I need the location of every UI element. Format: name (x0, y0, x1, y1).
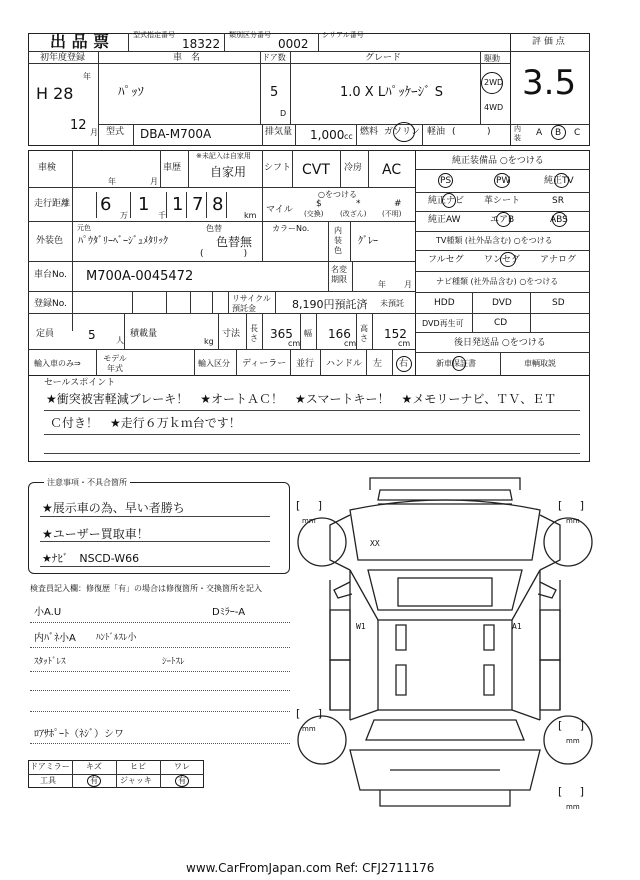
tools-r4: 有 (178, 776, 186, 785)
grade: 1.0 X Lﾊﾟｯｹｰｼﾞ S (340, 85, 443, 100)
tire-spare-mm: mm (566, 803, 580, 811)
diagram-a1: A1 (512, 622, 522, 631)
height: 152 (384, 327, 407, 341)
title: 出 品 票 (50, 32, 110, 51)
nav-dvdplay: DVD再生可 (422, 319, 464, 328)
tools-h4: ワレ (174, 762, 190, 771)
insp-row2b: ﾊﾝﾄﾞﾙｽﾚ小 (96, 633, 137, 643)
mileage-d1: 6 (100, 194, 112, 215)
color-label: 外装色 (36, 236, 64, 246)
mileage-d3: 1 (172, 194, 184, 215)
ruibetsu-label: 類別区分番号 (229, 31, 271, 39)
model: DBA-M700A (140, 127, 212, 141)
shaken-tsuki: 月 (150, 177, 158, 186)
tv-fullseg: フルセグ (428, 255, 464, 265)
color-orig-label: 元色 (77, 224, 91, 232)
len-label: 長さ (250, 324, 258, 343)
interior-b: B (555, 128, 562, 138)
year-suffix: 年 (83, 72, 91, 81)
tools-h3: ヒビ (130, 762, 146, 771)
equip-aw: 純正AW (428, 215, 461, 225)
later-warranty: 新車保証書 (436, 359, 476, 368)
door-label: ドア数 (262, 53, 286, 62)
color-paren: ( ) (200, 249, 248, 259)
kata-no: 18322 (182, 37, 221, 51)
shaken-label: 車検 (38, 163, 57, 173)
color: ﾊﾟｳﾀﾞﾘｰﾍﾞｰｼﾞｭﾒﾀﾘｯｸ (78, 236, 168, 247)
sales-line1: ★衝突被害軽減ブレーキ！ ★オートＡＣ！ ★スマートキー！ ★メモリーナビ、ＴＶ、ＥＴ (46, 392, 557, 406)
mileage-label: 走行距離 (34, 199, 71, 209)
color-change: 色替無 (216, 235, 253, 249)
notes-line3: ★ﾅﾋﾞ NSCD-W66 (42, 552, 140, 565)
tools-r1: 工具 (40, 776, 56, 785)
mileage-d4: 7 (192, 194, 204, 215)
sales-label: セールスポイント (44, 378, 116, 388)
mark1: $ (316, 199, 322, 209)
handle-left: 左 (373, 359, 383, 369)
color-code-label: カラーNo. (272, 224, 310, 233)
heiko: 並行 (296, 359, 315, 369)
insp-row1a: 小A.U (34, 607, 62, 618)
height-cm: cm (398, 339, 411, 348)
nav-sd: SD (552, 298, 565, 308)
insp-row2a: 内ﾊﾞﾈ小A (34, 633, 76, 644)
drive-4wd: 4WD (484, 103, 504, 112)
interior-label: 内装 (514, 125, 521, 142)
mark2-sub: (改ざん) (340, 210, 367, 218)
width-label: 幅 (304, 329, 312, 338)
mark1-sub: (交換) (304, 210, 324, 218)
equip-abs: ABS (550, 215, 568, 225)
tools-h2: キズ (86, 762, 102, 771)
tv-title: TV種類 (社外品含む) ○をつける (436, 236, 553, 245)
equip-leather: 革シート (484, 196, 521, 206)
doors: 5 (270, 85, 279, 100)
length: 365 (270, 327, 293, 341)
footer-ref: www.CarFromJapan.com Ref: CFJ2711176 (186, 861, 435, 875)
equip-ps: PS (440, 176, 452, 186)
mileage-km: km (244, 211, 257, 220)
nav-hdd: HDD (434, 298, 455, 308)
capacity-label: 定員 (36, 329, 55, 339)
tire-rl-mm: mm (302, 725, 316, 733)
equip-tv: 純正TV (544, 176, 574, 186)
inspection-label: 検査員記入欄：修復歴「有」の場合は修復箇所・交換箇所を記入 (30, 584, 262, 593)
nav-dvd: DVD (492, 298, 512, 308)
len-cm: cm (288, 339, 301, 348)
tv-analog: アナログ (540, 255, 577, 265)
equip-title: 純正装備品 ○をつける (452, 156, 544, 166)
fuel: ガソリン (384, 127, 421, 137)
handle-right: 右 (399, 359, 409, 369)
diesel: 軽油 (427, 127, 446, 137)
aircon: AC (382, 162, 402, 178)
load-label: 積載量 (130, 329, 158, 339)
equip-pw: PW (496, 176, 511, 186)
fuel-label: 燃料 (360, 127, 379, 137)
tire-fr-bracket: [ ] (558, 499, 585, 512)
hyoka-label: 評 価 点 (532, 37, 565, 47)
dealer: ディーラー (242, 359, 287, 369)
int-color: ｸﾞﾚｰ (358, 236, 378, 247)
score: 3.5 (522, 63, 577, 103)
tools-h1: ドアミラー (30, 762, 70, 771)
serial-label: シリアル番号 (322, 31, 364, 39)
shift: CVT (302, 162, 330, 178)
mark2: * (356, 199, 361, 209)
mile: マイル (266, 205, 293, 215)
tire-rl-bracket: [ ] (296, 707, 323, 720)
tools-r2: 有 (90, 776, 98, 785)
mark3: # (394, 199, 402, 209)
aircon-label: 冷房 (344, 163, 363, 173)
width-cm: cm (344, 339, 357, 348)
car-diagram (290, 470, 600, 820)
diagram-w1: W1 (356, 622, 366, 631)
capacity: 5 (88, 328, 96, 342)
era: H 28 (36, 84, 74, 103)
equip-sr: SR (552, 196, 564, 206)
name-label: 車 名 (173, 53, 201, 63)
mileage-d2: 1 (138, 194, 150, 215)
diesel-paren: ( ) (452, 127, 491, 137)
interior-circle (551, 125, 566, 140)
displacement-label: 排気量 (265, 127, 293, 137)
color-no-label: 色替 (206, 224, 222, 233)
displacement: 1,000 (310, 128, 345, 142)
meigi-tsuki: 月 (404, 280, 412, 289)
notes-label: 注意事項・不具合箇所 (44, 479, 130, 487)
grade-label: グレード (365, 53, 402, 63)
insp-row3a: ｽﾀｯﾄﾞﾚｽ (34, 657, 66, 667)
handle-label: ハンドル (326, 359, 363, 369)
fuel-circle (393, 122, 415, 142)
width: 166 (328, 327, 351, 341)
meigi-nen: 年 (378, 280, 386, 289)
insp-row1b: Dﾐﾗｰ-A (212, 607, 246, 618)
import-label: 輸入車のみ⇒ (34, 359, 81, 368)
nav-title: ナビ種類 (社外品含む) ○をつける (436, 277, 559, 286)
capacity-person: 人 (116, 336, 124, 345)
recycle-label: リサイクル預託金 (232, 294, 271, 313)
handle-circle (396, 356, 412, 372)
shaken-nen: 年 (108, 177, 116, 186)
height-label: 高さ (360, 324, 368, 343)
equip-airb: エアB (490, 215, 515, 225)
drive-circle (481, 72, 503, 94)
dim-label: 寸法 (222, 329, 241, 339)
mark3-sub: (不明) (382, 210, 402, 218)
tire-fl-bracket: [ ] (296, 499, 323, 512)
insp-row3b: ｼｰﾄｽﾚ (162, 657, 185, 667)
tire-spare-bracket: [ ] (558, 785, 585, 798)
month: 12 (70, 118, 87, 133)
vin: M700A-0045472 (86, 269, 194, 284)
usage: 自家用 (210, 165, 247, 179)
sales-line2: Ｃ付き！ ★走行６万ｋｍ台です！ (50, 416, 241, 430)
door-type: D (280, 109, 287, 118)
diagram-xx: XX (370, 539, 380, 548)
tv-oneseg: ワンセグ (484, 255, 521, 265)
mileage-man: 万 (120, 211, 128, 220)
notes-line1: ★展示車の為、早い者勝ち (42, 501, 185, 515)
later-manual: 車輌取説 (524, 359, 556, 368)
mileage-sen: 千 (158, 211, 166, 220)
load-kg: kg (204, 337, 214, 346)
mileage-d5: 8 (212, 194, 224, 215)
usage-note: ※未記入は自家用 (196, 152, 251, 160)
kata-label: 型式指定番号 (133, 31, 175, 39)
shift-label: シフト (264, 163, 292, 173)
car-name: ﾊﾟｯｿ (118, 85, 144, 100)
equip-navi: 純正ナビ (428, 196, 465, 206)
meigi-label: 名変期限 (331, 265, 347, 284)
later-title: 後日発送品 ○をつける (454, 338, 546, 348)
tire-rr-mm: mm (566, 737, 580, 745)
recycle: 8,190円預託済 (292, 298, 368, 311)
month-suffix: 月 (90, 128, 98, 137)
drive-2wd: 2WD (484, 78, 504, 87)
tsukeru: ○をつける (318, 190, 357, 199)
model-year-label: モデル年式 (103, 354, 127, 373)
ruibetsu-no: 0002 (278, 37, 309, 51)
recycle-status: 未預託 (380, 299, 404, 308)
drive-label: 駆動 (484, 54, 500, 63)
interior-a: A (536, 128, 543, 138)
cc: cc (344, 132, 353, 141)
model-label: 型式 (106, 127, 125, 137)
vin-label: 車台No. (34, 270, 67, 280)
insp-row4: ﾛｱｻﾎﾟｰﾄ（ﾈｼﾞ）シワ (34, 729, 124, 740)
tools-r3: ジャッキ (120, 776, 152, 785)
tire-fr-mm: mm (566, 517, 580, 525)
usage-label: 車歴 (163, 163, 182, 173)
int-color-label: 内装色 (334, 226, 342, 255)
nav-cd: CD (494, 318, 508, 328)
tire-rr-bracket: [ ] (558, 719, 585, 732)
tire-fl-mm: mm (302, 517, 316, 525)
import-cat-label: 輸入区分 (198, 359, 230, 368)
first-reg-label: 初年度登録 (40, 53, 86, 63)
interior-c: C (574, 128, 581, 138)
reg-label: 登録No. (34, 299, 67, 309)
notes-line2: ★ユーザー買取車！ (42, 527, 149, 541)
